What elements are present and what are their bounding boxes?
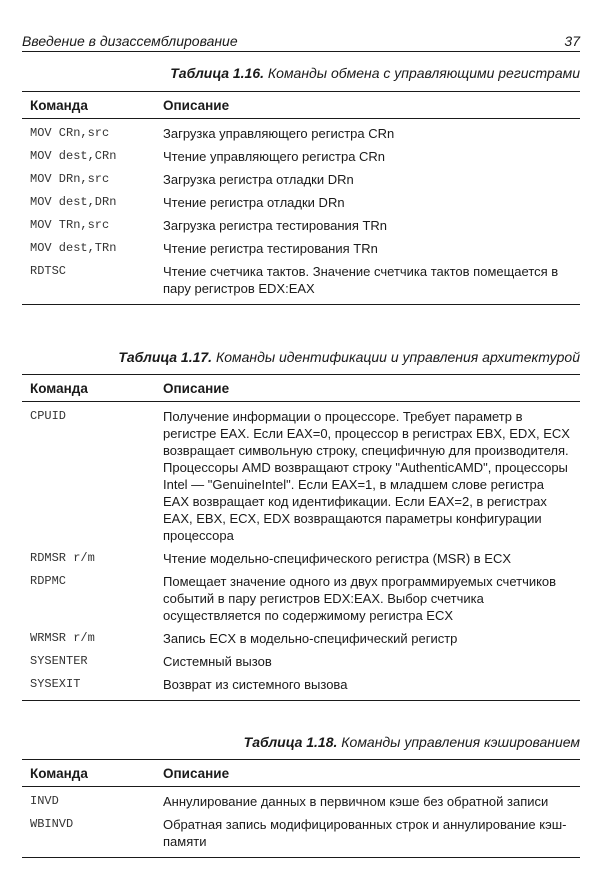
description-cell: Загрузка регистра тестирования TRn xyxy=(163,218,388,233)
command-cell: INVD xyxy=(30,794,59,808)
description-cell: Системный вызов xyxy=(163,654,272,669)
description-cell: Чтение модельно-специфического регистра (MSR) в ECX xyxy=(163,551,512,566)
table-caption xyxy=(22,348,580,366)
description-cell: Чтение счетчика тактов. Значение счетчика тактов помещается в пару регистров EDX:EAX xyxy=(163,260,580,305)
command-cell: WBINVD xyxy=(22,813,163,858)
command-cell: MOV dest,CRn xyxy=(30,149,117,163)
column-header-command: Команда xyxy=(22,92,163,119)
table-title: Команды идентификации и управления архитектурой xyxy=(215,349,580,365)
table-1-18 xyxy=(22,733,580,858)
table-row xyxy=(22,191,580,214)
table-title: Команды обмена с управляющими регистрами xyxy=(267,65,580,81)
column-header-description: Описание xyxy=(163,375,580,402)
command-cell: CPUID xyxy=(30,409,67,423)
table-number: Таблица 1.16. xyxy=(170,65,265,81)
description-cell: Обратная запись модифицированных строк и аннулирование кэш-памяти xyxy=(163,813,580,858)
table-row xyxy=(22,813,580,858)
description-cell: Запись ECX в модельно-специфический регистр xyxy=(163,631,458,646)
table-row xyxy=(22,787,580,814)
description-cell: Чтение управляющего регистра CRn xyxy=(163,149,386,164)
data-table xyxy=(22,759,580,858)
column-header-command: Команда xyxy=(22,375,163,402)
description-cell: Чтение регистра отладки DRn xyxy=(163,195,345,210)
table-caption xyxy=(22,733,580,751)
page-number: 37 xyxy=(564,33,580,49)
table-row xyxy=(22,237,580,260)
description-cell: Возврат из системного вызова xyxy=(163,673,580,701)
command-cell: MOV CRn,src xyxy=(30,126,110,140)
description-cell: Аннулирование данных в первичном кэше без обратной записи xyxy=(163,794,549,809)
command-cell: MOV dest,TRn xyxy=(30,241,117,255)
table-1-17 xyxy=(22,348,580,701)
table-row xyxy=(22,145,580,168)
column-header-description: Описание xyxy=(163,760,580,787)
table-row xyxy=(22,547,580,570)
table-number: Таблица 1.17. xyxy=(118,349,213,365)
command-cell: MOV DRn,src xyxy=(30,172,110,186)
column-header-description: Описание xyxy=(163,92,580,119)
command-cell: RDMSR r/m xyxy=(30,551,95,565)
table-row xyxy=(22,119,580,146)
command-cell: RDTSC xyxy=(22,260,163,305)
table-row xyxy=(22,627,580,650)
table-caption xyxy=(22,64,580,82)
table-title: Команды управления кэшированием xyxy=(341,734,580,750)
command-cell: SYSEXIT xyxy=(22,673,163,701)
table-row xyxy=(22,650,580,673)
table-row xyxy=(22,168,580,191)
description-cell: Загрузка управляющего регистра CRn xyxy=(163,126,395,141)
command-cell: RDPMC xyxy=(30,574,67,588)
table-row xyxy=(22,214,580,237)
data-table xyxy=(22,374,580,701)
description-cell: Получение информации о процессоре. Требует параметр в регистре EAX. Если EAX=0, процессор в регистрах EBX, EDX, ECX возвращает символьную строку, специфичную для производителя. Процессоры AMD возвращают строку "AuthenticAMD", процессоры Intel — "GenuineIntel". Если EAX=1, в младшем слове регистра EAX возвращает код идентификации. Если EAX=2, в регистрах EAX, EBX, ECX, EDX возвращаются параметры конфигурации процессора xyxy=(163,409,570,543)
table-1-16 xyxy=(22,64,580,305)
table-row xyxy=(22,260,580,305)
command-cell: MOV dest,DRn xyxy=(30,195,117,209)
command-cell: SYSENTER xyxy=(30,654,88,668)
table-row xyxy=(22,570,580,627)
chapter-title: Введение в дизассемблирование xyxy=(22,33,238,49)
description-cell: Загрузка регистра отладки DRn xyxy=(163,172,354,187)
running-header xyxy=(22,33,580,52)
table-number: Таблица 1.18. xyxy=(243,734,338,750)
table-row xyxy=(22,673,580,701)
description-cell: Помещает значение одного из двух программируемых счетчиков событий в пару регистров EDX:EAX. Выбор счетчика осуществляется по содержимому регистра ECX xyxy=(163,574,557,623)
command-cell: WRMSR r/m xyxy=(30,631,95,645)
data-table xyxy=(22,91,580,305)
column-header-command: Команда xyxy=(22,760,163,787)
description-cell: Чтение регистра тестирования TRn xyxy=(163,241,378,256)
table-row xyxy=(22,402,580,548)
command-cell: MOV TRn,src xyxy=(30,218,110,232)
